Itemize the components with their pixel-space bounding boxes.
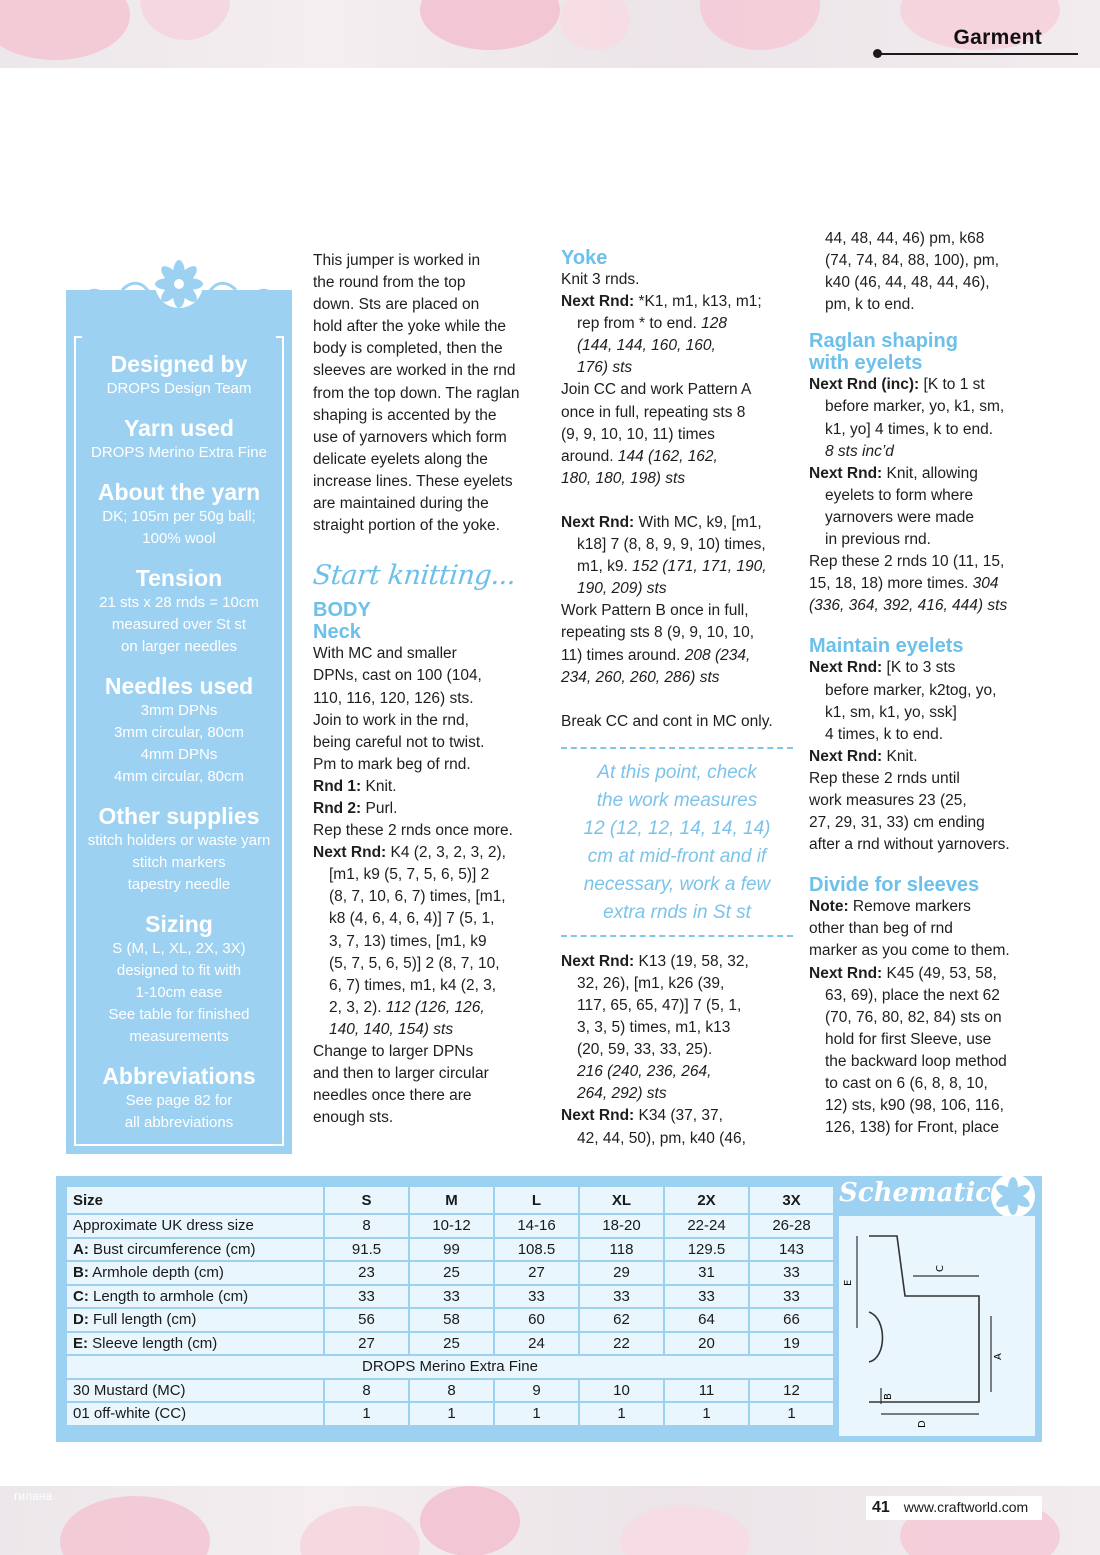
- yoke-next-rnd-3-cont: [561, 973, 793, 1061]
- raglan-heading-1: Raglan shaping: [809, 330, 958, 353]
- maintain-line: 4 times, k to end.: [825, 725, 944, 743]
- table-cell: 58: [410, 1309, 493, 1331]
- yoke-next-rnd-2-line2: k18] 7 (8, 8, 9, 9, 10) times,: [577, 536, 766, 554]
- maintain-line: k1, sm, k1, yo, ssk]: [825, 703, 957, 721]
- row-label: 01 off-white (CC): [67, 1403, 323, 1425]
- table-cell: 8: [325, 1380, 408, 1402]
- yoke-next-rnd-3: Next Rnd: K13 (19, 58, 32,: [561, 952, 749, 970]
- intro-paragraph: [313, 250, 543, 537]
- yoke-next-rnd-2: Next Rnd: With MC, k9, [m1,: [561, 513, 762, 531]
- sidebar-text: DK; 105m per 50g ball;: [102, 508, 256, 525]
- table-cell: 29: [580, 1262, 663, 1284]
- next-rnd-line: 117, 65, 65, 47)] 7 (5, 1,: [577, 996, 742, 1014]
- knit-line: in previous rnd.: [825, 531, 931, 549]
- next-rnd-line: 6, 7) times, m1, k4 (2, 3,: [329, 976, 497, 994]
- intro-line: delicate eyelets along the: [313, 450, 488, 468]
- sidebar-heading: Yarn used: [124, 415, 234, 441]
- sidebar-heading: Sizing: [145, 911, 213, 937]
- raglan-count: (336, 364, 392, 416, 444) sts: [809, 597, 1008, 615]
- column-intro: [313, 250, 543, 1129]
- row-label: [67, 1286, 323, 1308]
- maintain-line: before marker, k2tog, yo,: [825, 681, 997, 699]
- count-line: 264, 292) sts: [577, 1085, 667, 1103]
- table-cell: 23: [325, 1262, 408, 1284]
- knit-line: eyelets to form where: [825, 486, 974, 504]
- change-line: and then to larger circular: [313, 1065, 489, 1083]
- size-table-panel: [56, 1176, 1042, 1442]
- knit-rnd: Next Rnd: Knit, allowing: [809, 464, 978, 482]
- inc-line: k1, yo] 4 times, k to end.: [825, 420, 993, 438]
- measurement-letter: C:: [73, 1287, 89, 1305]
- measurement-letter: E:: [73, 1334, 88, 1352]
- intro-line: body is completed, then the: [313, 340, 503, 358]
- maintain-knit-rnd: Next Rnd: Knit.: [809, 747, 918, 765]
- table-cell: 22: [580, 1333, 663, 1355]
- count-line: 176) sts: [577, 359, 633, 377]
- callout-line: At this point, check: [597, 761, 757, 783]
- next-rnd-line: (8, 7, 10, 6, 7) times, [m1,: [329, 888, 506, 906]
- inc-count: 8 sts inc’d: [825, 442, 894, 460]
- table-row: [67, 1215, 833, 1237]
- row-label: [67, 1309, 323, 1331]
- table-cell: 99: [410, 1239, 493, 1261]
- table-cell: 27: [495, 1262, 578, 1284]
- sidebar-text: measured over St st: [111, 616, 247, 633]
- neck-line: being careful not to twist.: [313, 733, 485, 751]
- pattern-b-paragraph: [561, 600, 793, 644]
- table-header-cell: Size: [67, 1187, 323, 1213]
- table-cell: 8: [410, 1380, 493, 1402]
- next-rnd-count: 140, 140, 154) sts: [329, 1020, 454, 1038]
- sidebar-section: [76, 910, 282, 1048]
- markers-line: k40 (46, 44, 48, 44, 46),: [825, 274, 990, 292]
- measurement-letter: A:: [73, 1240, 89, 1258]
- divide-line: 63, 69), place the next 62: [825, 986, 1000, 1004]
- table-row: [67, 1309, 833, 1331]
- markers-continuation: [809, 228, 1041, 316]
- raglan-heading-2: with eyelets: [809, 352, 923, 375]
- repeat-line: Rep these 2 rnds once more.: [313, 822, 513, 840]
- table-cell: 22-24: [665, 1215, 748, 1237]
- yoke-count-1: [561, 335, 793, 379]
- table-cell: 25: [410, 1333, 493, 1355]
- next-rnd-line: [m1, k9 (5, 7, 5, 6, 5)] 2: [329, 866, 490, 884]
- sidebar-text: designed to fit with: [116, 962, 242, 979]
- count-line: (144, 144, 160, 160,: [577, 337, 716, 355]
- pattern-a-line: Join CC and work Pattern A: [561, 381, 752, 399]
- table-cell: 33: [665, 1286, 748, 1308]
- yoke-next-rnd-2-line3: m1, k9. 152 (171, 171, 190,: [577, 558, 767, 576]
- sidebar-text: 1-10cm ease: [135, 984, 223, 1001]
- yoke-next-rnd-4-line2: 42, 44, 50), pm, k40 (46,: [577, 1129, 746, 1147]
- table-cell: 1: [580, 1403, 663, 1425]
- table-cell: 1: [750, 1403, 833, 1425]
- sidebar-section: [76, 672, 282, 788]
- markers-line: (74, 74, 84, 88, 100), pm,: [825, 252, 1000, 270]
- intro-line: shaping is accented by the: [313, 406, 497, 424]
- sidebar-heading: Designed by: [110, 351, 248, 377]
- callout-line: cm at mid-front and if: [587, 845, 767, 867]
- row-label: [67, 1239, 323, 1261]
- intro-line: hold after the yoke while the: [313, 318, 507, 336]
- sidebar-text: stitch markers: [132, 854, 226, 871]
- schematic-diagram: [839, 1216, 1035, 1436]
- sidebar-text: 100% wool: [142, 530, 216, 547]
- size-table: [65, 1185, 835, 1427]
- row-label: [67, 1333, 323, 1355]
- schematic-label-e: E: [843, 1279, 854, 1286]
- maintain-repeat-line: after a rnd without yarnovers.: [809, 836, 1010, 854]
- table-cell: 33: [325, 1286, 408, 1308]
- sidebar-content: [66, 350, 292, 1148]
- sidebar-text: 3mm DPNs: [140, 702, 218, 719]
- watermark: гилана: [14, 1489, 53, 1503]
- sidebar-text: 4mm circular, 80cm: [113, 768, 245, 785]
- change-line: Change to larger DPNs: [313, 1043, 474, 1060]
- table-cell: 9: [495, 1380, 578, 1402]
- sidebar-section: [76, 350, 282, 400]
- table-cell: 14-16: [495, 1215, 578, 1237]
- divide-line: hold for first Sleeve, use: [825, 1030, 992, 1048]
- page-footer: [866, 1496, 1042, 1520]
- yoke-heading: Yoke: [561, 247, 608, 269]
- measurement-letter: D:: [73, 1311, 89, 1329]
- markers-line: pm, k to end.: [825, 296, 915, 314]
- table-cell: 11: [665, 1380, 748, 1402]
- divide-rnd: Next Rnd: K45 (49, 53, 58,: [809, 964, 997, 982]
- neck-heading: Neck: [313, 621, 361, 644]
- sidebar-section: [76, 1062, 282, 1134]
- sidebar-text: tapestry needle: [127, 876, 231, 893]
- neck-line: DPNs, cast on 100 (104,: [313, 667, 482, 685]
- intro-line: straight portion of the yoke.: [313, 517, 500, 535]
- table-row: [67, 1356, 833, 1378]
- knit3-line: Knit 3 rnds.: [561, 271, 640, 288]
- sidebar-heading: Tension: [135, 565, 223, 591]
- section-rule: [878, 53, 1078, 55]
- sidebar-text: 21 sts x 28 rnds = 10cm: [99, 594, 259, 611]
- table-row: [67, 1380, 833, 1402]
- sidebar-section: [76, 564, 282, 658]
- table-cell: 1: [665, 1403, 748, 1425]
- table-header-cell: M: [410, 1187, 493, 1213]
- table-cell: 33: [750, 1262, 833, 1284]
- table-cell: 12: [750, 1380, 833, 1402]
- intro-line: the round from the top: [313, 274, 466, 292]
- change-needles-paragraph: [313, 1041, 543, 1129]
- neck-line: Pm to mark beg of rnd.: [313, 755, 471, 773]
- table-cell: 26-28: [750, 1215, 833, 1237]
- table-header-cell: XL: [580, 1187, 663, 1213]
- schematic-label-d: D: [917, 1420, 928, 1428]
- sidebar-text: See page 82 for: [125, 1092, 233, 1109]
- change-line: enough sts.: [313, 1109, 394, 1127]
- neck-line: 110, 116, 120, 126) sts.: [313, 689, 474, 707]
- intro-line: increase lines. These eyelets: [313, 472, 513, 490]
- table-cell: 20: [665, 1333, 748, 1355]
- table-cell: 10-12: [410, 1215, 493, 1237]
- intro-line: down. Sts are placed on: [313, 296, 480, 314]
- repeat-line: Rep these 2 rnds 10 (11, 15,: [809, 553, 1005, 571]
- callout-line: necessary, work a few: [583, 873, 771, 895]
- page-number: 41: [872, 1499, 890, 1516]
- table-cell: 10: [580, 1380, 663, 1402]
- divide-line: 126, 138) for Front, place: [825, 1119, 1000, 1137]
- sidebar-section: [76, 802, 282, 896]
- column-raglan: [809, 228, 1041, 1139]
- floral-ornament-icon: [62, 250, 296, 342]
- schematic-panel: [839, 1178, 1035, 1436]
- table-cell: 143: [750, 1239, 833, 1261]
- inc-line: before marker, yo, k1, sm,: [825, 398, 1005, 416]
- intro-line: are maintained during the: [313, 495, 489, 513]
- callout-line: extra rnds in St st: [603, 901, 751, 923]
- table-cell: 27: [325, 1333, 408, 1355]
- measurement-label: Bust circumference (cm): [88, 1240, 256, 1258]
- pattern-a-line: once in full, repeating sts 8: [561, 403, 746, 421]
- callout-line: 12 (12, 12, 14, 14, 14): [583, 817, 771, 839]
- measurement-letter: B:: [73, 1264, 89, 1282]
- schematic-title: Schematic: [839, 1178, 992, 1208]
- pattern-a-paragraph: [561, 379, 793, 445]
- maintain-eyelets-heading: Maintain eyelets: [809, 635, 964, 658]
- maintain-repeat-line: 27, 29, 31, 33) cm ending: [809, 814, 985, 832]
- sidebar-heading: Abbreviations: [102, 1063, 256, 1089]
- table-header-cell: 3X: [750, 1187, 833, 1213]
- table-cell: 129.5: [665, 1239, 748, 1261]
- top-floral-banner: [0, 0, 1100, 68]
- pattern-a-end: around. 144 (162, 162,: [561, 447, 718, 465]
- intro-line: This jumper is worked in: [313, 252, 481, 269]
- section-tag: Garment: [953, 26, 1042, 49]
- sidebar-text: S (M, L, XL, 2X, 3X): [112, 940, 246, 957]
- next-rnd-continuation: [313, 864, 543, 997]
- next-rnd-line: 32, 26), [m1, k26 (39,: [577, 974, 725, 992]
- inc-rnd-cont: [809, 396, 1041, 440]
- pattern-b-line: repeating sts 8 (9, 9, 10, 10,: [561, 624, 755, 642]
- knit-line: yarnovers were made: [825, 508, 975, 526]
- divide-line: to cast on 6 (6, 8, 8, 10,: [825, 1075, 988, 1092]
- pattern-a-count: 180, 180, 198) sts: [561, 469, 686, 487]
- table-cell: 1: [325, 1403, 408, 1425]
- sidebar-heading: Other supplies: [98, 803, 260, 829]
- table-row: [67, 1286, 833, 1308]
- next-rnd-line: k8 (4, 6, 4, 6, 4)] 7 (5, 1,: [329, 910, 495, 928]
- table-cell: 33: [580, 1286, 663, 1308]
- table-cell: 19: [750, 1333, 833, 1355]
- intro-line: use of yarnovers which form: [313, 428, 507, 446]
- yoke-count-2: 190, 209) sts: [577, 580, 667, 598]
- next-rnd-line: Next Rnd: K4 (2, 3, 2, 3, 2),: [313, 844, 506, 862]
- maintain-rnd: Next Rnd: [K to 3 sts: [809, 659, 956, 677]
- divide-line: 12) sts, k90 (98, 106, 116,: [825, 1097, 1004, 1115]
- callout-line: the work measures: [596, 789, 758, 811]
- table-cell: 31: [665, 1262, 748, 1284]
- maintain-repeat: [809, 768, 1041, 856]
- sidebar-text: 4mm DPNs: [140, 746, 218, 763]
- pattern-b-end: 11) times around. 208 (234,: [561, 646, 751, 664]
- divide-line: the backward loop method: [825, 1052, 1007, 1070]
- flower-icon: [989, 1172, 1037, 1220]
- body-heading: BODY: [313, 599, 371, 622]
- row-label: [67, 1215, 323, 1237]
- sidebar-text: 3mm circular, 80cm: [113, 724, 245, 741]
- table-cell: 8: [325, 1215, 408, 1237]
- table-cell: 64: [665, 1309, 748, 1331]
- maintain-repeat-line: work measures 23 (25,: [809, 791, 967, 809]
- table-row: [67, 1187, 833, 1213]
- table-cell: 18-20: [580, 1215, 663, 1237]
- next-rnd-line: 3, 7, 13) times, [m1, k9: [329, 932, 487, 950]
- neck-line: Join to work in the rnd,: [313, 711, 469, 729]
- divide-line: (70, 76, 80, 82, 84) sts on: [825, 1008, 1002, 1026]
- table-cell: 56: [325, 1309, 408, 1331]
- break-cc-line: Break CC and cont in MC only.: [561, 712, 773, 730]
- count-line: 216 (240, 236, 264,: [577, 1063, 712, 1081]
- table-cell: 33: [750, 1286, 833, 1308]
- table-cell: 1: [410, 1403, 493, 1425]
- table-row: [67, 1403, 833, 1425]
- sidebar-text: DROPS Merino Extra Fine: [91, 444, 267, 461]
- table-cell: 62: [580, 1309, 663, 1331]
- yoke-next-rnd-4: Next Rnd: K34 (37, 37,: [561, 1107, 723, 1125]
- website-link[interactable]: www.craftworld.com: [903, 1499, 1029, 1515]
- note-line: marker as you come to them.: [809, 942, 1010, 960]
- table-cell: 25: [410, 1262, 493, 1284]
- table-cell: 33: [410, 1286, 493, 1308]
- table-cell: 33: [495, 1286, 578, 1308]
- divide-rnd-cont: [809, 985, 1041, 1140]
- table-row: [67, 1333, 833, 1355]
- next-rnd-line: (5, 7, 5, 6, 5)] 2 (8, 7, 10,: [329, 954, 500, 972]
- table-cell: 91.5: [325, 1239, 408, 1261]
- pattern-a-line: (9, 9, 10, 10, 11) times: [561, 425, 715, 443]
- sidebar-text: stitch holders or waste yarn: [87, 832, 271, 849]
- table-header-cell: L: [495, 1187, 578, 1213]
- table-header-cell: S: [325, 1187, 408, 1213]
- measure-callout: [561, 747, 793, 937]
- table-row: [67, 1262, 833, 1284]
- neck-instructions: [313, 643, 543, 776]
- measurement-label: Full length (cm): [88, 1311, 197, 1329]
- measurement-label: Approximate UK dress size: [73, 1217, 254, 1235]
- table-row: [67, 1239, 833, 1261]
- pattern-b-count: 234, 260, 260, 286) sts: [561, 668, 720, 686]
- divide-sleeves-heading: Divide for sleeves: [809, 874, 980, 897]
- schematic-label-a: A: [993, 1353, 1004, 1360]
- table-cell: 24: [495, 1333, 578, 1355]
- knit-rnd-cont: [809, 485, 1041, 551]
- yarn-header-cell: DROPS Merino Extra Fine: [67, 1356, 833, 1378]
- note-cont: [809, 918, 1041, 962]
- maintain-rnd-cont: [809, 680, 1041, 746]
- sidebar-section: [76, 414, 282, 464]
- sidebar-text: See table for finished: [108, 1006, 250, 1023]
- raglan-repeat-mid: 15, 18, 18) more times. 304: [809, 575, 999, 593]
- table-header-cell: 2X: [665, 1187, 748, 1213]
- sidebar-text: measurements: [129, 1028, 229, 1045]
- sidebar-section: [76, 478, 282, 550]
- sidebar-heading: About the yarn: [97, 479, 261, 505]
- measurement-label: Armhole depth (cm): [88, 1264, 224, 1282]
- row-label: 30 Mustard (MC): [67, 1380, 323, 1402]
- intro-line: sleeves are worked in the rnd: [313, 362, 516, 380]
- raglan-repeat: [809, 551, 1041, 573]
- schematic-diagram-area: [839, 1216, 1035, 1436]
- yoke-next-rnd-1: Next Rnd: *K1, m1, k13, m1;: [561, 293, 762, 311]
- neck-line: With MC and smaller: [313, 645, 457, 663]
- next-rnd-line: 3, 3, 5) times, m1, k13: [577, 1019, 731, 1037]
- measurement-label: Length to armhole (cm): [88, 1287, 249, 1305]
- table-cell: 108.5: [495, 1239, 578, 1261]
- markers-line: 44, 48, 44, 46) pm, k68: [825, 230, 985, 247]
- pattern-b-line: Work Pattern B once in full,: [561, 602, 749, 620]
- table-cell: 118: [580, 1239, 663, 1261]
- rnd1-line: Rnd 1: Knit.: [313, 777, 397, 795]
- inc-rnd: Next Rnd (inc): [K to 1 st: [809, 376, 985, 394]
- rnd2-line: Rnd 2: Purl.: [313, 799, 398, 817]
- column-yoke: [561, 247, 793, 1150]
- measurement-label: Sleeve length (cm): [88, 1334, 218, 1352]
- sidebar-text: all abbreviations: [124, 1114, 234, 1131]
- note-line: Note: Remove markers: [809, 898, 971, 916]
- yoke-count-3: [561, 1061, 793, 1105]
- sidebar-text: DROPS Design Team: [106, 380, 252, 397]
- table-cell: 60: [495, 1309, 578, 1331]
- maintain-repeat-line: Rep these 2 rnds until: [809, 769, 960, 787]
- change-line: needles once there are: [313, 1087, 472, 1105]
- intro-line: from the top down. The raglan: [313, 384, 520, 402]
- yoke-next-rnd-1-cont: rep from * to end. 128: [577, 315, 727, 333]
- sidebar-text: on larger needles: [121, 638, 237, 655]
- table-cell: 1: [495, 1403, 578, 1425]
- next-rnd-line: (20, 59, 33, 33, 25).: [577, 1041, 713, 1059]
- table-cell: 66: [750, 1309, 833, 1331]
- row-label: [67, 1262, 323, 1284]
- start-knitting-heading: Start knitting...: [311, 560, 518, 592]
- schematic-label-c: C: [935, 1265, 946, 1272]
- sidebar-heading: Needles used: [104, 673, 254, 699]
- note-line: other than beg of rnd: [809, 920, 953, 938]
- next-rnd-end: 2, 3, 2). 112 (126, 126,: [329, 998, 485, 1016]
- schematic-label-b: B: [883, 1393, 894, 1400]
